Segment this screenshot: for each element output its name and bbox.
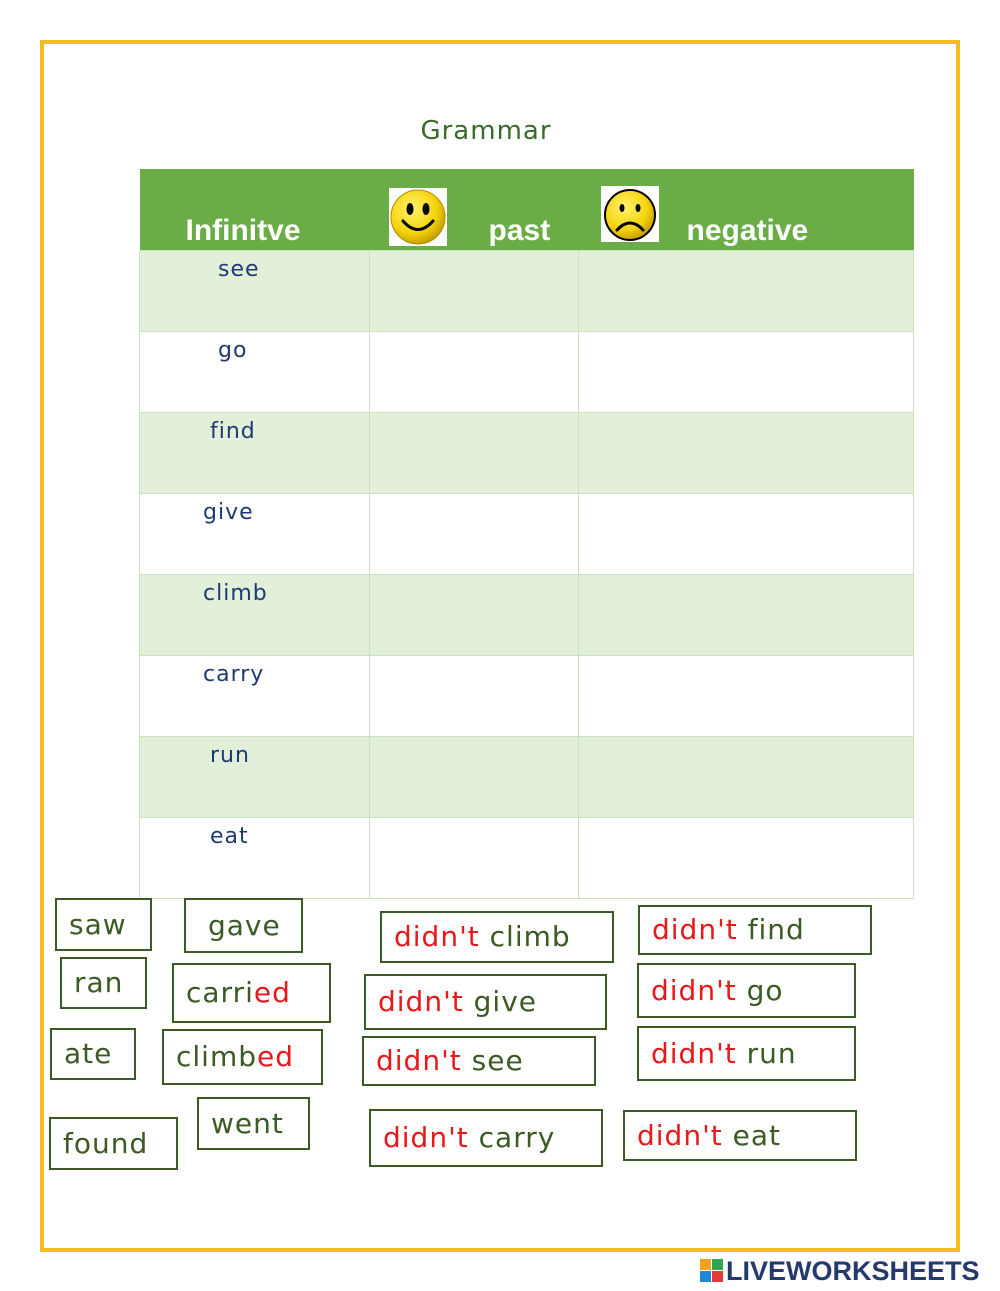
- table-row: [140, 251, 914, 332]
- card-gave[interactable]: gave: [184, 898, 303, 953]
- liveworksheets-logo-icon: [700, 1259, 724, 1283]
- negative-answer-cell[interactable]: [579, 332, 914, 413]
- verb-go: go: [218, 338, 248, 363]
- header-past-label: past: [488, 214, 551, 247]
- verb-climb: climb: [203, 581, 268, 606]
- card-didnt-give[interactable]: didn't give: [364, 974, 607, 1030]
- past-answer-cell[interactable]: [370, 818, 579, 899]
- past-answer-cell[interactable]: [370, 737, 579, 818]
- negative-answer-cell[interactable]: [579, 413, 914, 494]
- card-ate[interactable]: ate: [50, 1028, 136, 1080]
- table-row: [140, 494, 914, 575]
- card-went[interactable]: went: [197, 1097, 310, 1150]
- header-infinitive-label: Infinitve: [185, 214, 301, 247]
- card-didnt-find[interactable]: didn't find: [638, 905, 872, 955]
- past-answer-cell[interactable]: [370, 494, 579, 575]
- liveworksheets-logo-text: LIVEWORKSHEETS: [726, 1255, 980, 1286]
- verb-find: find: [210, 419, 256, 444]
- smiley-face-icon: [389, 188, 447, 246]
- negative-answer-cell[interactable]: [579, 818, 914, 899]
- card-didnt-run[interactable]: didn't run: [637, 1026, 856, 1081]
- table-header-row: [140, 169, 914, 251]
- negative-answer-cell[interactable]: [579, 575, 914, 656]
- card-ran[interactable]: ran: [60, 957, 147, 1009]
- verb-run: run: [210, 743, 250, 768]
- card-saw[interactable]: saw: [55, 898, 152, 951]
- past-answer-cell[interactable]: [370, 413, 579, 494]
- card-climbed[interactable]: climb ed: [162, 1029, 323, 1085]
- liveworksheets-logo: [700, 1256, 980, 1286]
- card-didnt-go[interactable]: didn't go: [637, 963, 856, 1018]
- card-didnt-carry[interactable]: didn't carry: [369, 1109, 603, 1167]
- card-carried[interactable]: carri ed: [172, 963, 331, 1023]
- frowning-face-icon: [601, 186, 659, 242]
- header-past: [370, 169, 579, 251]
- verb-table: [139, 169, 914, 899]
- header-negative-label: negative: [686, 214, 809, 247]
- past-answer-cell[interactable]: [370, 575, 579, 656]
- table-row: [140, 818, 914, 899]
- negative-answer-cell[interactable]: [579, 737, 914, 818]
- negative-answer-cell[interactable]: [579, 656, 914, 737]
- verb-carry: carry: [203, 662, 265, 687]
- verb-give: give: [203, 500, 254, 525]
- verb-eat: eat: [210, 824, 249, 849]
- card-didnt-see[interactable]: didn't see: [362, 1036, 596, 1086]
- table-row: [140, 332, 914, 413]
- negative-answer-cell[interactable]: [579, 494, 914, 575]
- table-row: [140, 737, 914, 818]
- past-answer-cell[interactable]: [370, 251, 579, 332]
- header-negative: [579, 169, 914, 251]
- negative-answer-cell[interactable]: [579, 251, 914, 332]
- past-answer-cell[interactable]: [370, 656, 579, 737]
- card-found[interactable]: found: [49, 1117, 178, 1170]
- verb-see: see: [218, 257, 260, 282]
- table-row: [140, 656, 914, 737]
- table-row: [140, 575, 914, 656]
- card-didnt-eat[interactable]: didn't eat: [623, 1110, 857, 1161]
- table-row: [140, 413, 914, 494]
- worksheet-title: Grammar: [420, 116, 552, 146]
- card-didnt-climb[interactable]: didn't climb: [380, 911, 614, 963]
- header-infinitive: [140, 169, 370, 251]
- past-answer-cell[interactable]: [370, 332, 579, 413]
